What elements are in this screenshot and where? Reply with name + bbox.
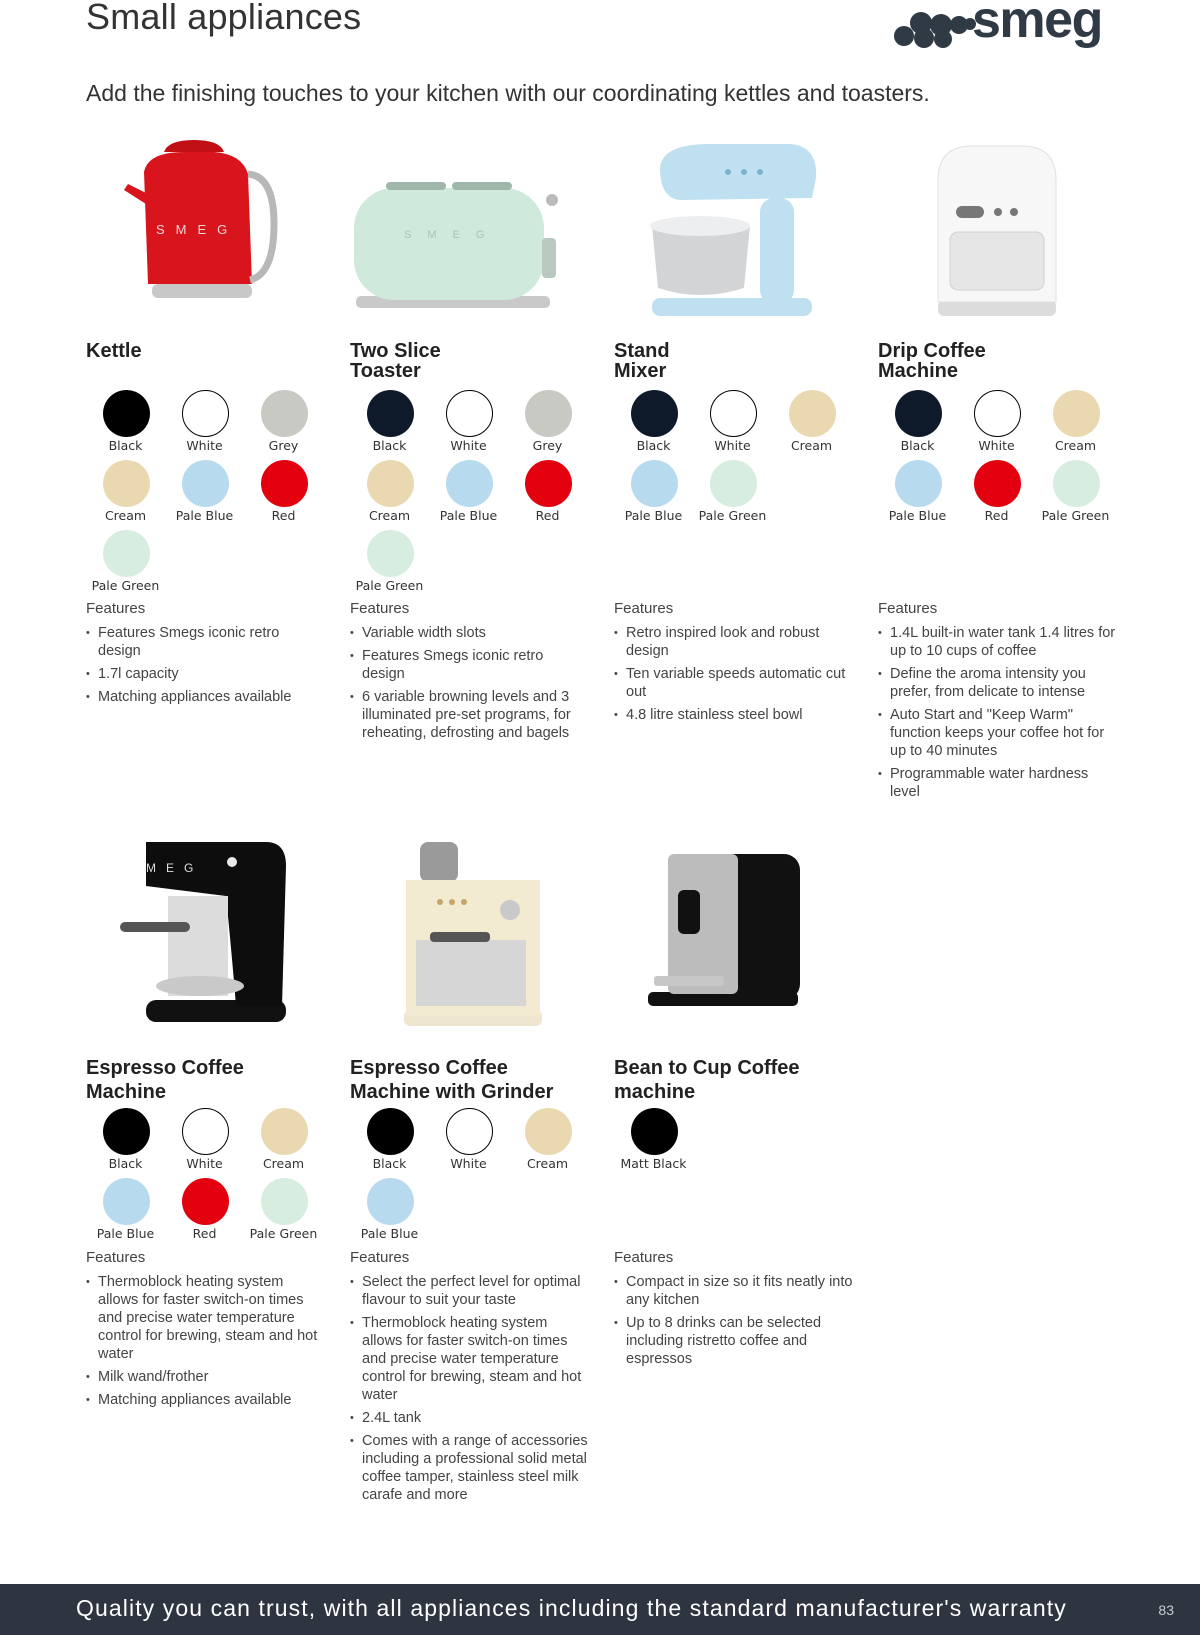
swatch-label: White (186, 1156, 223, 1171)
swatch-label: Matt Black (620, 1156, 687, 1171)
swatch-cream[interactable] (1036, 390, 1115, 460)
feature-item: • Define the aroma intensity you prefer, from delicate to intense (878, 665, 1118, 701)
features-list (86, 624, 326, 711)
swatch-label: Grey (532, 438, 563, 453)
feature-item: • Features Smegs iconic retro design (86, 624, 326, 660)
swatch-label: Red (984, 508, 1009, 523)
swatch-white[interactable] (165, 390, 244, 460)
color-circle (182, 1178, 229, 1225)
color-circle (367, 1108, 414, 1155)
swatch-white[interactable] (693, 390, 772, 460)
swatch-black[interactable] (86, 390, 165, 460)
feature-item: • 1.7l capacity (86, 665, 326, 683)
color-circle (103, 390, 150, 437)
features-heading: Features (86, 600, 146, 617)
product-name: Two Slice Toaster (350, 340, 441, 382)
color-circle (103, 530, 150, 577)
color-circle (789, 390, 836, 437)
color-circle (446, 390, 493, 437)
color-circle (103, 1178, 150, 1225)
swatch-cream[interactable] (86, 460, 165, 530)
features-heading: Features (878, 600, 938, 617)
swatch-label: Pale Green (1041, 508, 1110, 523)
swatch-pale-green[interactable] (244, 1178, 323, 1248)
footer-warranty-text: Quality you can trust, with all appliances including the standard manufacturer's warranty (76, 1595, 1067, 1621)
feature-item: • 6 variable browning levels and 3 illuminated pre-set programs, for reheating, defrosting and bagels (350, 688, 590, 742)
color-circle (367, 390, 414, 437)
drip-coffee-image (932, 140, 1062, 320)
features-list (86, 1273, 326, 1414)
swatch-label: Cream (262, 1156, 305, 1171)
feature-item: • Features Smegs iconic retro design (350, 647, 590, 683)
swatch-cream[interactable] (772, 390, 851, 460)
color-circle (895, 460, 942, 507)
swatch-pale-blue[interactable] (614, 460, 693, 530)
color-circle (525, 460, 572, 507)
features-list (350, 1273, 590, 1509)
swatch-label: Black (372, 438, 407, 453)
swatch-label: Cream (526, 1156, 569, 1171)
swatch-label: Black (900, 438, 935, 453)
swatch-pale-green[interactable] (86, 530, 165, 600)
features-heading: Features (614, 1249, 674, 1266)
color-circle (261, 1178, 308, 1225)
color-circle (1053, 390, 1100, 437)
page-title: Small appliances (86, 0, 362, 37)
swatch-label: White (714, 438, 751, 453)
swatch-label: Pale Blue (888, 508, 947, 523)
color-circle (367, 1178, 414, 1225)
swatch-pale-blue[interactable] (165, 460, 244, 530)
swatch-label: Cream (790, 438, 833, 453)
color-circle (446, 460, 493, 507)
logo-dots-icon (892, 4, 982, 48)
kettle-image (124, 134, 284, 314)
swatch-label: Pale Blue (360, 1226, 419, 1241)
color-circle (367, 530, 414, 577)
swatch-black[interactable] (614, 390, 693, 460)
feature-item: • Compact in size so it fits neatly into any kitchen (614, 1273, 854, 1309)
features-heading: Features (86, 1249, 146, 1266)
swatch-label: Red (271, 508, 296, 523)
color-circle (525, 1108, 572, 1155)
color-circle (261, 460, 308, 507)
swatch-label: Pale Blue (624, 508, 683, 523)
feature-item: • Thermoblock heating system allows for faster switch-on times and precise water temperature control for brewing, steam and hot water (350, 1314, 590, 1404)
product-name: Espresso Coffee Machine with Grinder (350, 1057, 554, 1103)
swatch-pale-blue[interactable] (350, 1178, 429, 1248)
swatch-red[interactable] (957, 460, 1036, 530)
color-circle (710, 390, 757, 437)
swatch-label: White (450, 1156, 487, 1171)
swatch-label: Pale Green (91, 578, 160, 593)
features-list (614, 1273, 854, 1373)
feature-item: • Milk wand/frother (86, 1368, 326, 1386)
swatch-label: Black (636, 438, 671, 453)
features-list (878, 624, 1118, 806)
swatch-label: Cream (104, 508, 147, 523)
feature-item: • Programmable water hardness level (878, 765, 1118, 801)
swatch-label: Black (108, 438, 143, 453)
swatch-pale-blue[interactable] (429, 460, 508, 530)
swatch-label: Red (535, 508, 560, 523)
feature-item: • 1.4L built-in water tank 1.4 litres for up to 10 cups of coffee (878, 624, 1118, 660)
swatch-white[interactable] (429, 1108, 508, 1178)
color-circle (367, 460, 414, 507)
features-heading: Features (350, 1249, 410, 1266)
footer-bar (0, 1584, 1200, 1635)
product-name: Drip Coffee Machine (878, 340, 986, 382)
color-circle (261, 390, 308, 437)
swatch-label: Pale Green (355, 578, 424, 593)
feature-item: • Auto Start and "Keep Warm" function keeps your coffee hot for up to 40 minutes (878, 706, 1118, 760)
swatch-black[interactable] (86, 1108, 165, 1178)
swatch-red[interactable] (165, 1178, 244, 1248)
product-name: Kettle (86, 340, 142, 362)
color-circle (974, 460, 1021, 507)
swatch-white[interactable] (429, 390, 508, 460)
logo-wordmark: smeg (972, 0, 1102, 49)
svg-text:MEG: MEG (146, 861, 204, 875)
toaster-image (346, 178, 560, 314)
color-circle (895, 390, 942, 437)
swatch-black[interactable] (878, 390, 957, 460)
color-circle (631, 460, 678, 507)
swatch-pale-green[interactable] (1036, 460, 1115, 530)
swatch-red[interactable] (508, 460, 587, 530)
product-name: Bean to Cup Coffee machine (614, 1057, 800, 1103)
swatch-label: Grey (268, 438, 299, 453)
feature-item: • 4.8 litre stainless steel bowl (614, 706, 854, 724)
color-circle (103, 460, 150, 507)
color-circle (261, 1108, 308, 1155)
swatch-black[interactable] (350, 1108, 429, 1178)
swatch-label: Pale Blue (439, 508, 498, 523)
features-list (614, 624, 854, 729)
swatch-label: White (978, 438, 1015, 453)
feature-item: • Comes with a range of accessories including a professional solid metal coffee tamper, stainless steel milk carafe and more (350, 1432, 590, 1504)
stand-mixer-image (640, 138, 820, 322)
swatch-label: Pale Green (698, 508, 767, 523)
color-circle (182, 390, 229, 437)
swatch-white[interactable] (165, 1108, 244, 1178)
swatch-cream[interactable] (508, 1108, 587, 1178)
feature-item: • Variable width slots (350, 624, 590, 642)
swatch-grey[interactable] (508, 390, 587, 460)
feature-item: • Retro inspired look and robust design (614, 624, 854, 660)
swatch-label: White (450, 438, 487, 453)
feature-item: • Thermoblock heating system allows for faster switch-on times and precise water temperature control for brewing, steam and hot water (86, 1273, 326, 1363)
swatch-pale-green[interactable] (350, 530, 429, 600)
color-circle (631, 1108, 678, 1155)
feature-item: • Select the perfect level for optimal flavour to suit your taste (350, 1273, 590, 1309)
color-circle (446, 1108, 493, 1155)
color-circle (182, 1108, 229, 1155)
feature-item: • Ten variable speeds automatic cut out (614, 665, 854, 701)
espresso-machine-image (116, 836, 292, 1028)
espresso-grinder-image (400, 840, 546, 1030)
swatch-cream[interactable] (350, 460, 429, 530)
svg-text:SMEG: SMEG (156, 222, 239, 237)
swatch-label: Pale Blue (175, 508, 234, 523)
features-heading: Features (350, 600, 410, 617)
swatch-label: Cream (368, 508, 411, 523)
feature-item: • Matching appliances available (86, 1391, 326, 1409)
color-circle (710, 460, 757, 507)
feature-item: • Up to 8 drinks can be selected including ristretto coffee and espressos (614, 1314, 854, 1368)
swatch-cream[interactable] (244, 1108, 323, 1178)
swatch-label: Pale Green (249, 1226, 318, 1241)
swatch-pale-blue[interactable] (878, 460, 957, 530)
swatch-label: White (186, 438, 223, 453)
bean-to-cup-image (644, 850, 804, 1010)
swatch-grey[interactable] (244, 390, 323, 460)
color-circle (525, 390, 572, 437)
color-circle (631, 390, 678, 437)
features-list (350, 624, 590, 747)
swatch-pale-blue[interactable] (86, 1178, 165, 1248)
feature-item: • Matching appliances available (86, 688, 326, 706)
swatch-pale-green[interactable] (693, 460, 772, 530)
color-circle (974, 390, 1021, 437)
features-heading: Features (614, 600, 674, 617)
swatch-label: Pale Blue (96, 1226, 155, 1241)
swatch-label: Red (192, 1226, 217, 1241)
color-circle (1053, 460, 1100, 507)
swatch-matt-black[interactable] (614, 1108, 693, 1178)
feature-item: • 2.4L tank (350, 1409, 590, 1427)
swatch-red[interactable] (244, 460, 323, 530)
page-number: 83 (1158, 1602, 1174, 1618)
svg-text:SMEG: SMEG (404, 229, 501, 241)
product-name: Stand Mixer (614, 340, 670, 382)
swatch-label: Cream (1054, 438, 1097, 453)
smeg-logo (892, 2, 1118, 50)
color-circle (103, 1108, 150, 1155)
swatch-label: Black (108, 1156, 143, 1171)
page-subtitle: Add the finishing touches to your kitchen with our coordinating kettles and toasters. (86, 80, 930, 106)
product-name: Espresso Coffee Machine (86, 1057, 244, 1103)
swatch-black[interactable] (350, 390, 429, 460)
swatch-white[interactable] (957, 390, 1036, 460)
color-circle (182, 460, 229, 507)
swatch-label: Black (372, 1156, 407, 1171)
